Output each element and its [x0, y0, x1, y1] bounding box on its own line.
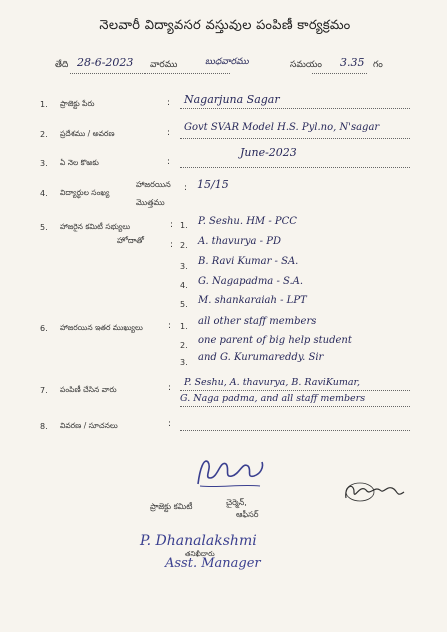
officer-label: ఆఫీసర్	[236, 510, 259, 519]
item-1-dots	[180, 108, 410, 109]
item-3-colon: :	[167, 157, 171, 167]
other-1: all other staff members	[198, 316, 317, 327]
item-4-value: 15/15	[197, 178, 229, 191]
item-2-colon: :	[167, 128, 171, 138]
member-5: M. shankaraiah - LPT	[198, 295, 307, 306]
time-unit: గం	[373, 60, 383, 70]
member-3-number: 3.	[180, 262, 188, 271]
member-1-number: 1.	[180, 221, 188, 230]
inspector-name: P. Dhanalakshmi	[140, 533, 257, 549]
item-7-dots-2	[180, 406, 410, 407]
member-1: P. Seshu. HM - PCC	[198, 216, 297, 227]
other-3-number: 3.	[180, 358, 188, 367]
day-dots	[145, 73, 230, 74]
item-7-number: 7.	[40, 386, 48, 395]
day-label: వారము	[150, 60, 178, 70]
item-6-label: హాజరయిన ఇతర ముఖ్యులు	[60, 323, 143, 332]
member-2-number: 2.	[180, 241, 188, 250]
item-2-number: 2.	[40, 130, 48, 139]
item-2-value: Govt SVAR Model H.S. Pyl.no, N'sagar	[184, 122, 380, 133]
time-value: 3.35	[340, 56, 365, 69]
member-5-number: 5.	[180, 300, 188, 309]
second-signature	[340, 476, 410, 506]
item-7-colon: :	[168, 383, 172, 393]
committee-label: ప్రాజెక్టు కమిటీ	[150, 502, 193, 511]
other-3: and G. Kurumareddy. Sir	[198, 352, 324, 363]
distributed-line-2: G. Naga padma, and all staff members	[180, 393, 366, 404]
item-7-dots-1	[180, 390, 410, 391]
item-4-label: విద్యార్థుల సంఖ్య	[60, 188, 110, 197]
item-3-label: ఏ నెల కొఱకు	[60, 158, 99, 167]
member-4-number: 4.	[180, 281, 188, 290]
item-4-total-label: మొత్తము	[136, 198, 165, 207]
item-1-number: 1.	[40, 100, 48, 109]
inspector-designation-label: తనిఖీదారు	[185, 550, 215, 558]
chairman-label: చైర్మెన్,	[226, 498, 247, 507]
item-2-label: ప్రదేశము / అవరణ	[60, 129, 115, 138]
distributed-line-1: P. Seshu, A. thavurya, B. RaviKumar,	[184, 377, 361, 388]
date-label: తేది	[55, 60, 69, 70]
item-5-label: హాజరైన కమిటీ సభ్యులు	[60, 222, 131, 231]
item-1-value: Nagarjuna Sagar	[184, 93, 280, 106]
chairman-signature	[190, 448, 270, 496]
date-value: 28-6-2023	[77, 56, 134, 69]
item-3-number: 3.	[40, 159, 48, 168]
item-6-number: 6.	[40, 324, 48, 333]
time-label: సమయం	[290, 60, 322, 70]
item-4-present-label: హాజరయిన	[136, 180, 171, 189]
item-2-dots	[180, 138, 410, 139]
item-4-number: 4.	[40, 189, 48, 198]
item-5-designation-label: హోదాతో	[117, 236, 144, 245]
item-5-number: 5.	[40, 223, 48, 232]
other-1-number: 1.	[180, 322, 188, 331]
inspector-designation: Asst. Manager	[165, 556, 261, 571]
item-6-colon: :	[168, 321, 172, 331]
member-colon-2: :	[170, 240, 174, 250]
other-2-number: 2.	[180, 341, 188, 350]
date-dots	[70, 73, 145, 74]
time-dots	[312, 73, 367, 74]
item-8-number: 8.	[40, 422, 48, 431]
item-7-label: పంపిణీ చేసిన వారు	[60, 385, 117, 394]
item-8-dots	[180, 430, 410, 431]
item-3-dots	[180, 167, 410, 168]
item-8-label: వివరణ / సూచనలు	[60, 421, 118, 430]
item-1-colon: :	[167, 98, 171, 108]
member-4: G. Nagapadma - S.A.	[198, 276, 304, 287]
item-8-colon: :	[168, 419, 172, 429]
meta-row	[55, 58, 435, 74]
member-3: B. Ravi Kumar - SA.	[198, 256, 299, 267]
day-value: బుధవారము	[205, 57, 249, 67]
other-2: one parent of big help student	[198, 335, 352, 346]
item-4-colon: :	[184, 183, 188, 193]
item-3-value: June-2023	[240, 146, 297, 159]
member-2: A. thavurya - PD	[198, 236, 281, 247]
form-title: నెలవారీ విద్యావసర వస్తువుల పంపిణీ కార్యక్రమం	[99, 18, 351, 33]
item-1-label: ప్రాజెక్టు పేరు	[60, 99, 95, 108]
member-colon-1: :	[170, 220, 174, 230]
